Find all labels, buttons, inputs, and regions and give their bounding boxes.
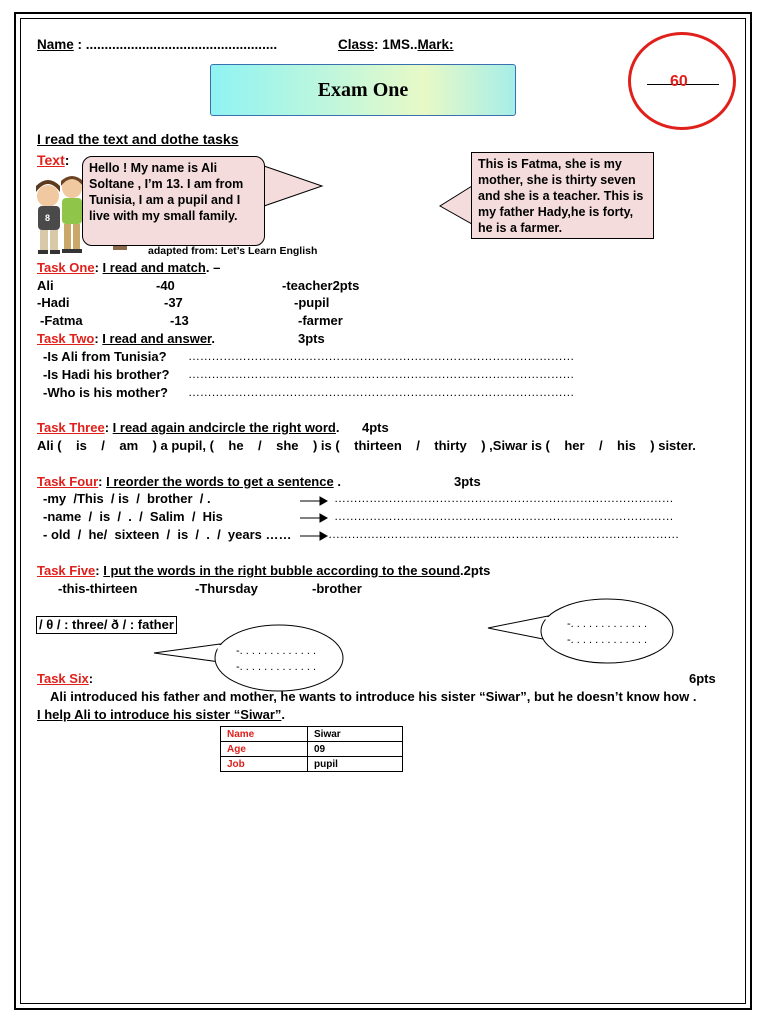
right-bubble-line-1[interactable]: -. . . . . . . . . . . . . [567,618,648,630]
source-note: adapted from: Let’s Learn English [148,245,318,257]
table-key: Name [221,727,308,742]
match-left-2: -Hadi [37,295,70,310]
match-mid-1: -40 [156,278,175,293]
table-row [221,742,403,757]
match-mid-2: -37 [164,295,183,310]
task-two-sep: : [94,331,99,346]
match-right-1: -teacher2pts [282,278,360,293]
task-four-points: 3pts [454,474,481,489]
arrow-icons [300,497,327,540]
text-colon: : [64,152,70,168]
table-key: Age [221,742,308,757]
reorder-item-2: -name / is / . / Salim / His [43,509,223,524]
task-one-heading [37,260,220,275]
task-six-heading [37,671,93,686]
task-one-tail: . – [205,260,221,275]
table-value: pupil [308,757,403,772]
text-label: Text [37,152,65,168]
task-one-title: I read and match [102,260,206,275]
match-right-2: -pupil [294,295,330,310]
question-3: -Who is his mother? [43,385,168,400]
task-four-title: I reorder the words to get a sentence [106,474,334,489]
reorder-item-1: -my /This / is / brother / . [43,491,211,506]
task-five-heading [37,563,490,578]
task-three-points: 4pts [362,420,389,435]
class-label: Class [338,37,375,52]
task-four-label: Task Four [37,474,99,489]
name-blank: : ................................................... [73,37,278,52]
exam-title: Exam One [317,78,409,101]
task-six-tail: . [281,707,286,722]
instruction: I read the text and dothe tasks [37,131,239,147]
table-row [221,727,403,742]
task-two-heading [37,331,215,346]
table-key: Job [221,757,308,772]
task-six-sep: : [88,671,94,686]
task-two-label: Task Two [37,331,95,346]
task-four-sep: : [98,474,103,489]
task-six-points: 6pts [689,671,716,686]
answer-line-2[interactable]: ……………………………………………………………………………………… [188,367,575,381]
task-three-label: Task Three [37,420,105,435]
mark-label: Mark: [417,37,454,52]
word-3: -brother [312,581,362,596]
fatma-speech-bubble: This is Fatma, she is my mother, she is thirty seven and she is a teacher. This is my father Hady,he is forty, he is a farmer. [471,152,654,239]
reorder-answer-3[interactable]: ……………………………………………………………………………… [328,527,680,541]
task-three-title: I read again andcircle the right word [112,420,336,435]
task-six-line-1: Ali introduced his father and mother, he wants to introduce his sister “Siwar”, but he doesn’t know how . [50,689,697,704]
task-two-points: 3pts [298,331,325,346]
task-six-line-2 [37,707,285,722]
ali-speech-bubble: Hello ! My name is Ali Soltane , I’m 13. I am from Tunisia, I am a pupil and I live with my small family. [82,156,265,246]
task-four-tail: . [333,474,341,489]
table-value: Siwar [308,727,403,742]
task-five-title: I put the words in the right bubble according to the sound [103,563,461,578]
left-bubble-line-2[interactable]: -. . . . . . . . . . . . . [236,661,317,673]
task-three-tail: . [335,420,340,435]
name-label: Name [37,37,74,52]
match-left-3: -Fatma [40,313,83,328]
reorder-answer-2[interactable]: …………………………………………………………………………… [334,509,674,523]
task-five-label: Task Five [37,563,96,578]
circle-sentence: Ali ( is / am ) a pupil, ( he / she ) is ( thirteen / thirty ) ,Siwar is ( her / his ) sister. [37,438,696,453]
match-mid-3: -13 [170,313,189,328]
task-five-sep: : [95,563,100,578]
answer-line-3[interactable]: ……………………………………………………………………………………… [188,385,575,399]
word-2: -Thursday [195,581,258,596]
right-bubble-line-2[interactable]: -. . . . . . . . . . . . . [567,634,648,646]
match-left-1: Ali [37,278,54,293]
task-six-instruction: I help Ali to introduce his sister “Siwar” [37,707,282,722]
svg-text:8: 8 [45,213,51,223]
task-four-heading [37,474,341,489]
question-2: -Is Hadi his brother? [43,367,170,382]
task-two-title: I read and answer [102,331,212,346]
word-1: -this-thirteen [58,581,138,596]
task-one-label: Task One [37,260,95,275]
task-three-sep: : [104,420,110,435]
match-right-3: -farmer [298,313,343,328]
task-two-tail: . [211,331,216,346]
reorder-answer-1[interactable]: …………………………………………………………………………… [334,491,674,505]
table-value: 09 [308,742,403,757]
task-one-sep: : [94,260,99,275]
sound-box: / θ / : three/ ð / : father [36,616,177,634]
mark-value: 60 [670,73,688,90]
question-1: -Is Ali from Tunisia? [43,349,167,364]
class-value: : 1MS.. [374,37,418,52]
info-table [220,726,403,772]
answer-line-1[interactable]: ……………………………………………………………………………………… [188,349,575,363]
table-row [221,757,403,772]
task-three-heading [37,420,340,435]
task-five-tail: .2pts [460,563,491,578]
task-six-label: Task Six [37,671,89,686]
reorder-item-3: - old / he/ sixteen / is / . / years …… [43,527,292,542]
left-bubble-line-1[interactable]: -. . . . . . . . . . . . . [236,645,317,657]
